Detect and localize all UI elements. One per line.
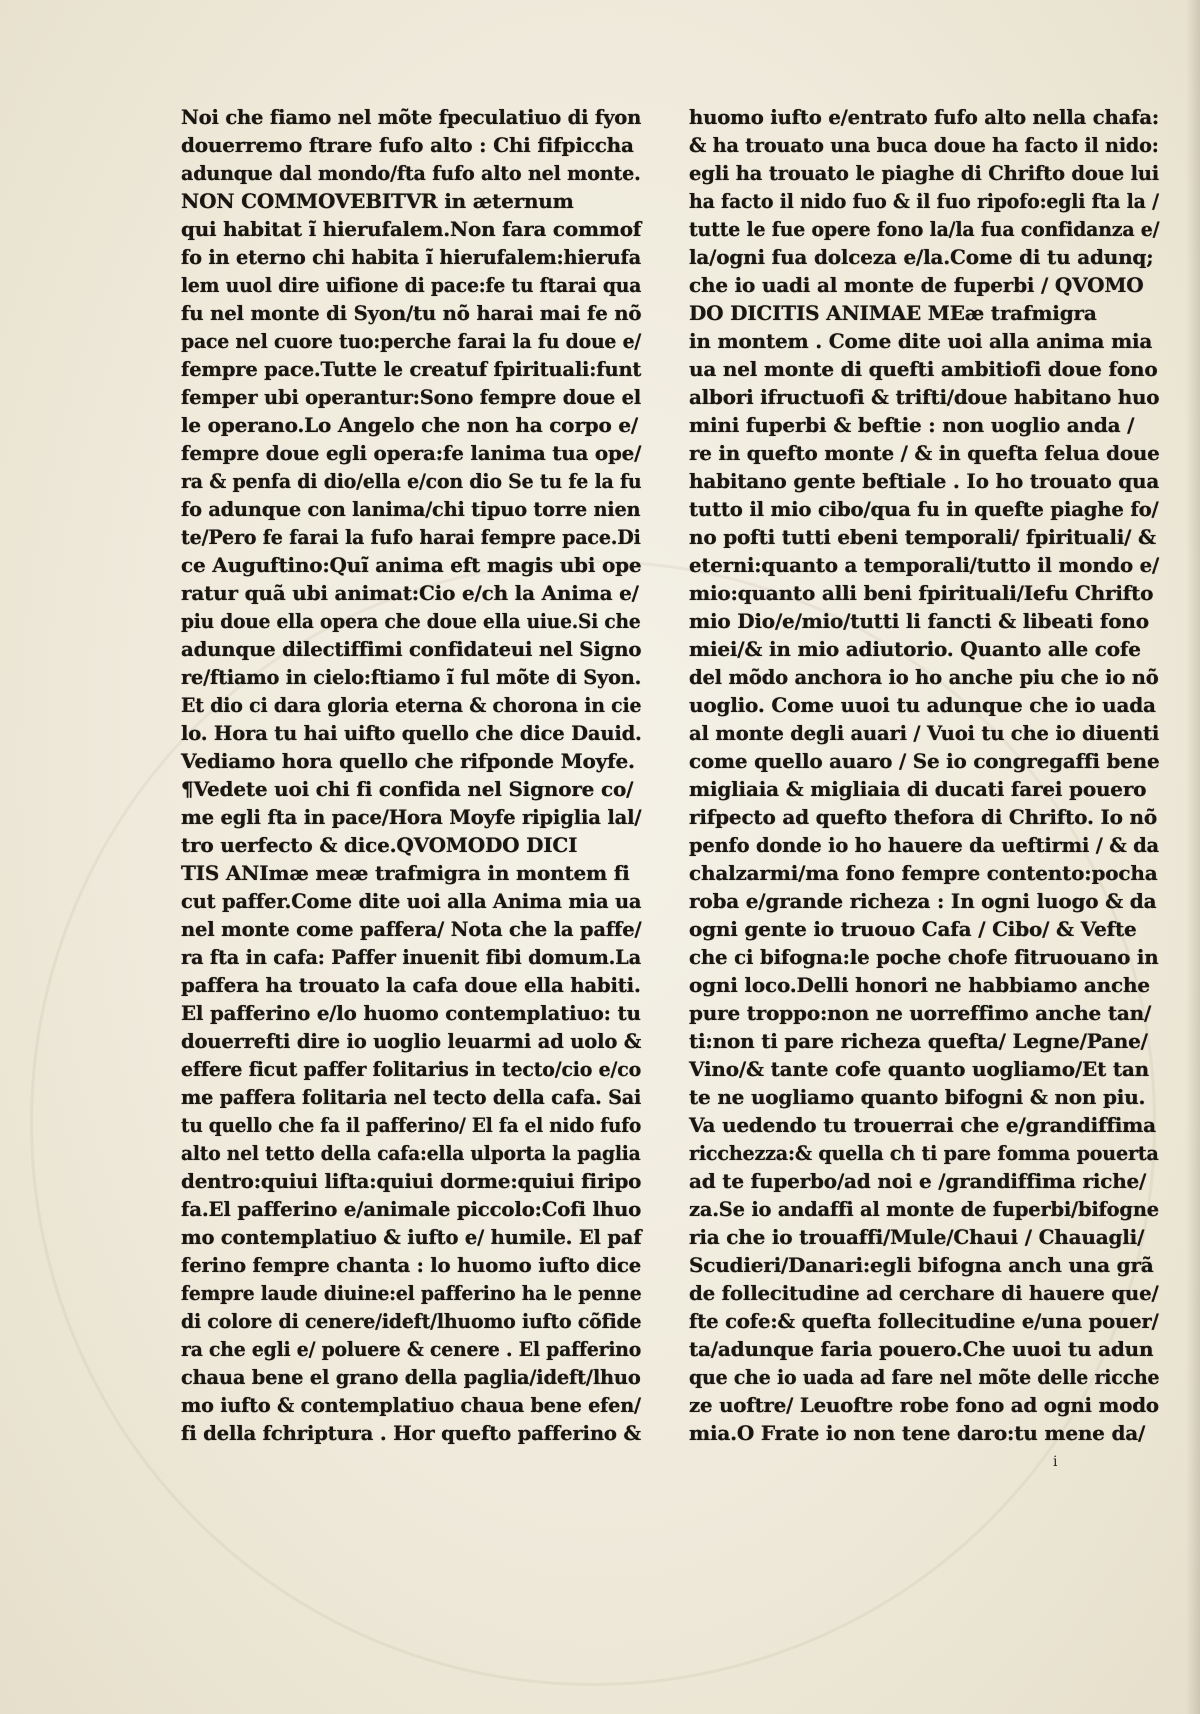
text-line: effere ficut paffer folitarius in tecto/cio e/co — [181, 1057, 642, 1081]
text-line: ua nel monte di quefti ambitiofi doue fono — [689, 357, 1158, 381]
text-line: uoglio. Come uuoi tu adunque che io uada — [689, 693, 1156, 717]
left-text-column — [181, 103, 641, 1447]
text-line: la/ogni fua dolceza e/la.Come di tu adunq; — [689, 245, 1154, 269]
text-line: fte cofe:& quefta follecitudine e/una pouer/ — [689, 1309, 1159, 1333]
text-line: tu quello che fa il pafferino/ El fa el nido fufo — [181, 1113, 642, 1137]
text-line: come quello auaro / Se io congregaffi bene — [689, 749, 1160, 773]
text-line: fempre laude diuine:el pafferino ha le penne — [181, 1281, 642, 1305]
text-line: ze uoftre/ Leuoftre robe fono ad ogni modo — [689, 1393, 1159, 1417]
text-line: mio:quanto alli beni fpirituali/Iefu Chrifto — [689, 581, 1154, 605]
text-line: mo iufto & contemplatiuo chaua bene efen/ — [181, 1393, 641, 1417]
text-line: ferino fempre chanta : lo huomo iufto dice — [181, 1253, 641, 1277]
text-line: me egli fta in pace/Hora Moyfe ripiglia lal/ — [181, 805, 642, 829]
text-line: ra & penfa di dio/ella e/con dio Se tu fe la fu — [181, 469, 642, 493]
text-line: ta/adunque faria pouero.Che uuoi tu adun — [689, 1337, 1154, 1361]
text-line: lem uuol dire uifione di pace:fe tu ftarai qua — [181, 273, 642, 297]
text-line: ra che egli e/ poluere & cenere . El pafferino — [181, 1337, 642, 1361]
text-line: penfo donde io ho hauere da ueftirmi / & da — [689, 833, 1159, 857]
text-line: roba e/grande richeza : In ogni luogo & da — [689, 889, 1157, 913]
text-line: nel monte come paffera/ Nota che la paffe/ — [181, 917, 642, 941]
text-line: le operano.Lo Angelo che non ha corpo e/ — [181, 413, 638, 437]
text-line: dentro:quiui lifta:quiui dorme:quiui firipo — [181, 1169, 642, 1193]
text-line: chaua bene el grano della paglia/ideft/lhuo — [181, 1365, 641, 1389]
text-line: fa.El pafferino e/animale piccolo:Cofi lhuo — [181, 1197, 642, 1221]
text-line: albori ifructuofi & trifti/doue habitano huo — [689, 385, 1160, 409]
text-line: fu nel monte di Syon/tu nõ harai mai fe nõ — [181, 301, 642, 325]
text-line: ha facto il nido fuo & il fuo ripofo:egli fta la / — [689, 189, 1159, 213]
text-line: pure troppo:non ne uorreffimo anche tan/ — [689, 1001, 1152, 1025]
text-line: Va uedendo tu trouerrai che e/grandiffima — [689, 1113, 1156, 1137]
right-text-column — [689, 103, 1159, 1447]
text-line: mio Dio/e/mio/tutti li fancti & libeati fono — [689, 609, 1149, 633]
text-line: Noi che fiamo nel mõte fpeculatiuo di fyon — [181, 105, 642, 129]
text-line: fo in eterno chi habita ĩ hierufalem:hierufa — [181, 245, 642, 269]
text-line: ¶Vedete uoi chi fi confida nel Signore co/ — [181, 777, 634, 801]
text-line: Vino/& tante cofe quanto uogliamo/Et tan — [689, 1057, 1150, 1081]
text-line: me paffera folitaria nel tecto della cafa. Sai — [181, 1085, 642, 1109]
text-line: adunque dal mondo/fta fufo alto nel monte. — [181, 161, 641, 185]
text-line: tutte le fue opere fono la/la fua confidanza e/ — [689, 217, 1160, 241]
text-line: migliaia & migliaia di ducati farei pouero — [689, 777, 1147, 801]
text-line: re/ftiamo in cielo:ftiamo ĩ ful mõte di Syon. — [181, 665, 642, 689]
text-line: tro uerfecto & dice.QVOMODO DICI — [181, 833, 578, 857]
text-line: fempre pace.Tutte le creatuf fpirituali:funt — [181, 357, 642, 381]
text-line: ra fta in cafa: Paffer inuenit fibi domum.La — [181, 945, 641, 969]
text-line: ratur quã ubi animat:Cio e/ch la Anima e/ — [181, 581, 639, 605]
text-line: che io uadi al monte de fuperbi / QVOMO — [689, 273, 1144, 297]
text-line: za.Se io andaffi al monte de fuperbi/bifogne — [689, 1197, 1159, 1221]
text-line: al monte degli auari / Vuoi tu che io diuenti — [689, 721, 1160, 745]
text-line: paffera ha trouato la cafa doue ella habiti. — [181, 973, 641, 997]
text-line: fo adunque con lanima/chi tipuo torre nien — [181, 497, 641, 521]
text-line: tutto il mio cibo/qua fu in quefte piaghe fo/ — [689, 497, 1159, 521]
text-line: pace nel cuore tuo:perche farai la fu doue e/ — [181, 329, 642, 353]
text-line: re in quefto monte / & in quefta felua doue — [689, 441, 1160, 465]
text-line: DO DICITIS ANIMAE MEæ trafmigra — [689, 301, 1097, 325]
text-line: NON COMMOVEBITVR in æternum — [181, 189, 574, 213]
text-line: douerrefti dire io uoglio leuarmi ad uolo & — [181, 1029, 642, 1053]
text-line: mia.O Frate io non tene daro:tu mene da/ — [689, 1421, 1146, 1445]
text-line: di colore di cenere/ideft/lhuomo iufto cõfide — [181, 1309, 642, 1333]
text-line: mini fuperbi & beftie : non uoglio anda / — [689, 413, 1135, 437]
text-line: ria che io trouaffi/Mule/Chaui / Chauagli/ — [689, 1225, 1145, 1249]
text-line: in montem . Come dite uoi alla anima mia — [689, 329, 1153, 353]
text-line: ce Auguftino:Quĩ anima eft magis ubi ope — [181, 553, 642, 577]
text-line: te ne uogliamo quanto bifogni & non piu. — [689, 1085, 1146, 1109]
text-line: El pafferino e/lo huomo contemplatiuo: tu — [181, 1001, 641, 1025]
text-line: adunque dilectiffimi confidateui nel Signo — [181, 637, 642, 661]
text-line: del mõdo anchora io ho anche piu che io nõ — [689, 665, 1159, 689]
text-line: miei/& in mio adiutorio. Quanto alle cofe — [689, 637, 1141, 661]
text-line: fi della fchriptura . Hor quefto pafferino & — [181, 1421, 641, 1445]
text-line: Et dio ci dara gloria eterna & chorona in cie — [181, 693, 642, 717]
text-line: mo contemplatiuo & iufto e/ humile. El paf — [181, 1225, 642, 1249]
text-line: TIS ANImæ meæ trafmigra in montem fi — [181, 861, 630, 885]
text-line: ricchezza:& quella ch ti pare fomma pouerta — [689, 1141, 1159, 1165]
text-line: cut paffer.Come dite uoi alla Anima mia ua — [181, 889, 642, 913]
text-line: habitano gente beftiale . Io ho trouato qua — [689, 469, 1160, 493]
text-line: Vediamo hora quello che rifponde Moyfe. — [181, 749, 635, 773]
text-line: que che io uada ad fare nel mõte delle ricche — [689, 1365, 1160, 1389]
text-line: alto nel tetto della cafa:ella ulporta la paglia — [181, 1141, 641, 1165]
text-line: fempre doue egli opera:fe lanima tua ope/ — [181, 441, 642, 465]
text-line: egli ha trouato le piaghe di Chrifto doue lui — [689, 161, 1160, 185]
text-line: & ha trouato una buca doue ha facto il nido: — [689, 133, 1159, 157]
page-edge-shadow — [1186, 0, 1200, 1714]
text-line: rifpecto ad quefto thefora di Chrifto. Io nõ — [689, 805, 1158, 829]
text-line: eterni:quanto a temporali/tutto il mondo e/ — [689, 553, 1159, 577]
text-line: ogni loco.Delli honori ne habbiamo anche — [689, 973, 1150, 997]
text-line: de follecitudine ad cerchare di hauere que/ — [689, 1281, 1159, 1305]
folio-mark: i — [1053, 1454, 1058, 1470]
text-line: ad te fuperbo/ad noi e /grandiffima riche/ — [689, 1169, 1147, 1193]
text-line: chalzarmi/ma fono fempre contento:pocha — [689, 861, 1158, 885]
text-line: lo. Hora tu hai uifto quello che dice Dauid. — [181, 721, 642, 745]
text-line: piu doue ella opera che doue ella uiue.Si che — [181, 609, 641, 633]
text-line: qui habitat ĩ hierufalem.Non fara commof — [181, 217, 642, 241]
text-line: ogni gente io truouo Cafa / Cibo/ & Vefte — [689, 917, 1137, 941]
text-line: ti:non ti pare richeza quefta/ Legne/Pane/ — [689, 1029, 1148, 1053]
text-line: no pofti tutti ebeni temporali/ fpirituali/ & — [689, 525, 1156, 549]
text-line: te/Pero fe farai la fufo harai fempre pace.Di — [181, 525, 641, 549]
text-line: Scudieri/Danari:egli bifogna anch una grã — [689, 1253, 1154, 1277]
text-line: huomo iufto e/entrato fufo alto nella chafa: — [689, 105, 1159, 129]
text-line: douerremo ftrare fufo alto : Chi fifpiccha — [181, 133, 634, 157]
text-line: femper ubi operantur:Sono fempre doue el — [181, 385, 642, 409]
text-line: che ci bifogna:le poche chofe fitruouano in — [689, 945, 1159, 969]
